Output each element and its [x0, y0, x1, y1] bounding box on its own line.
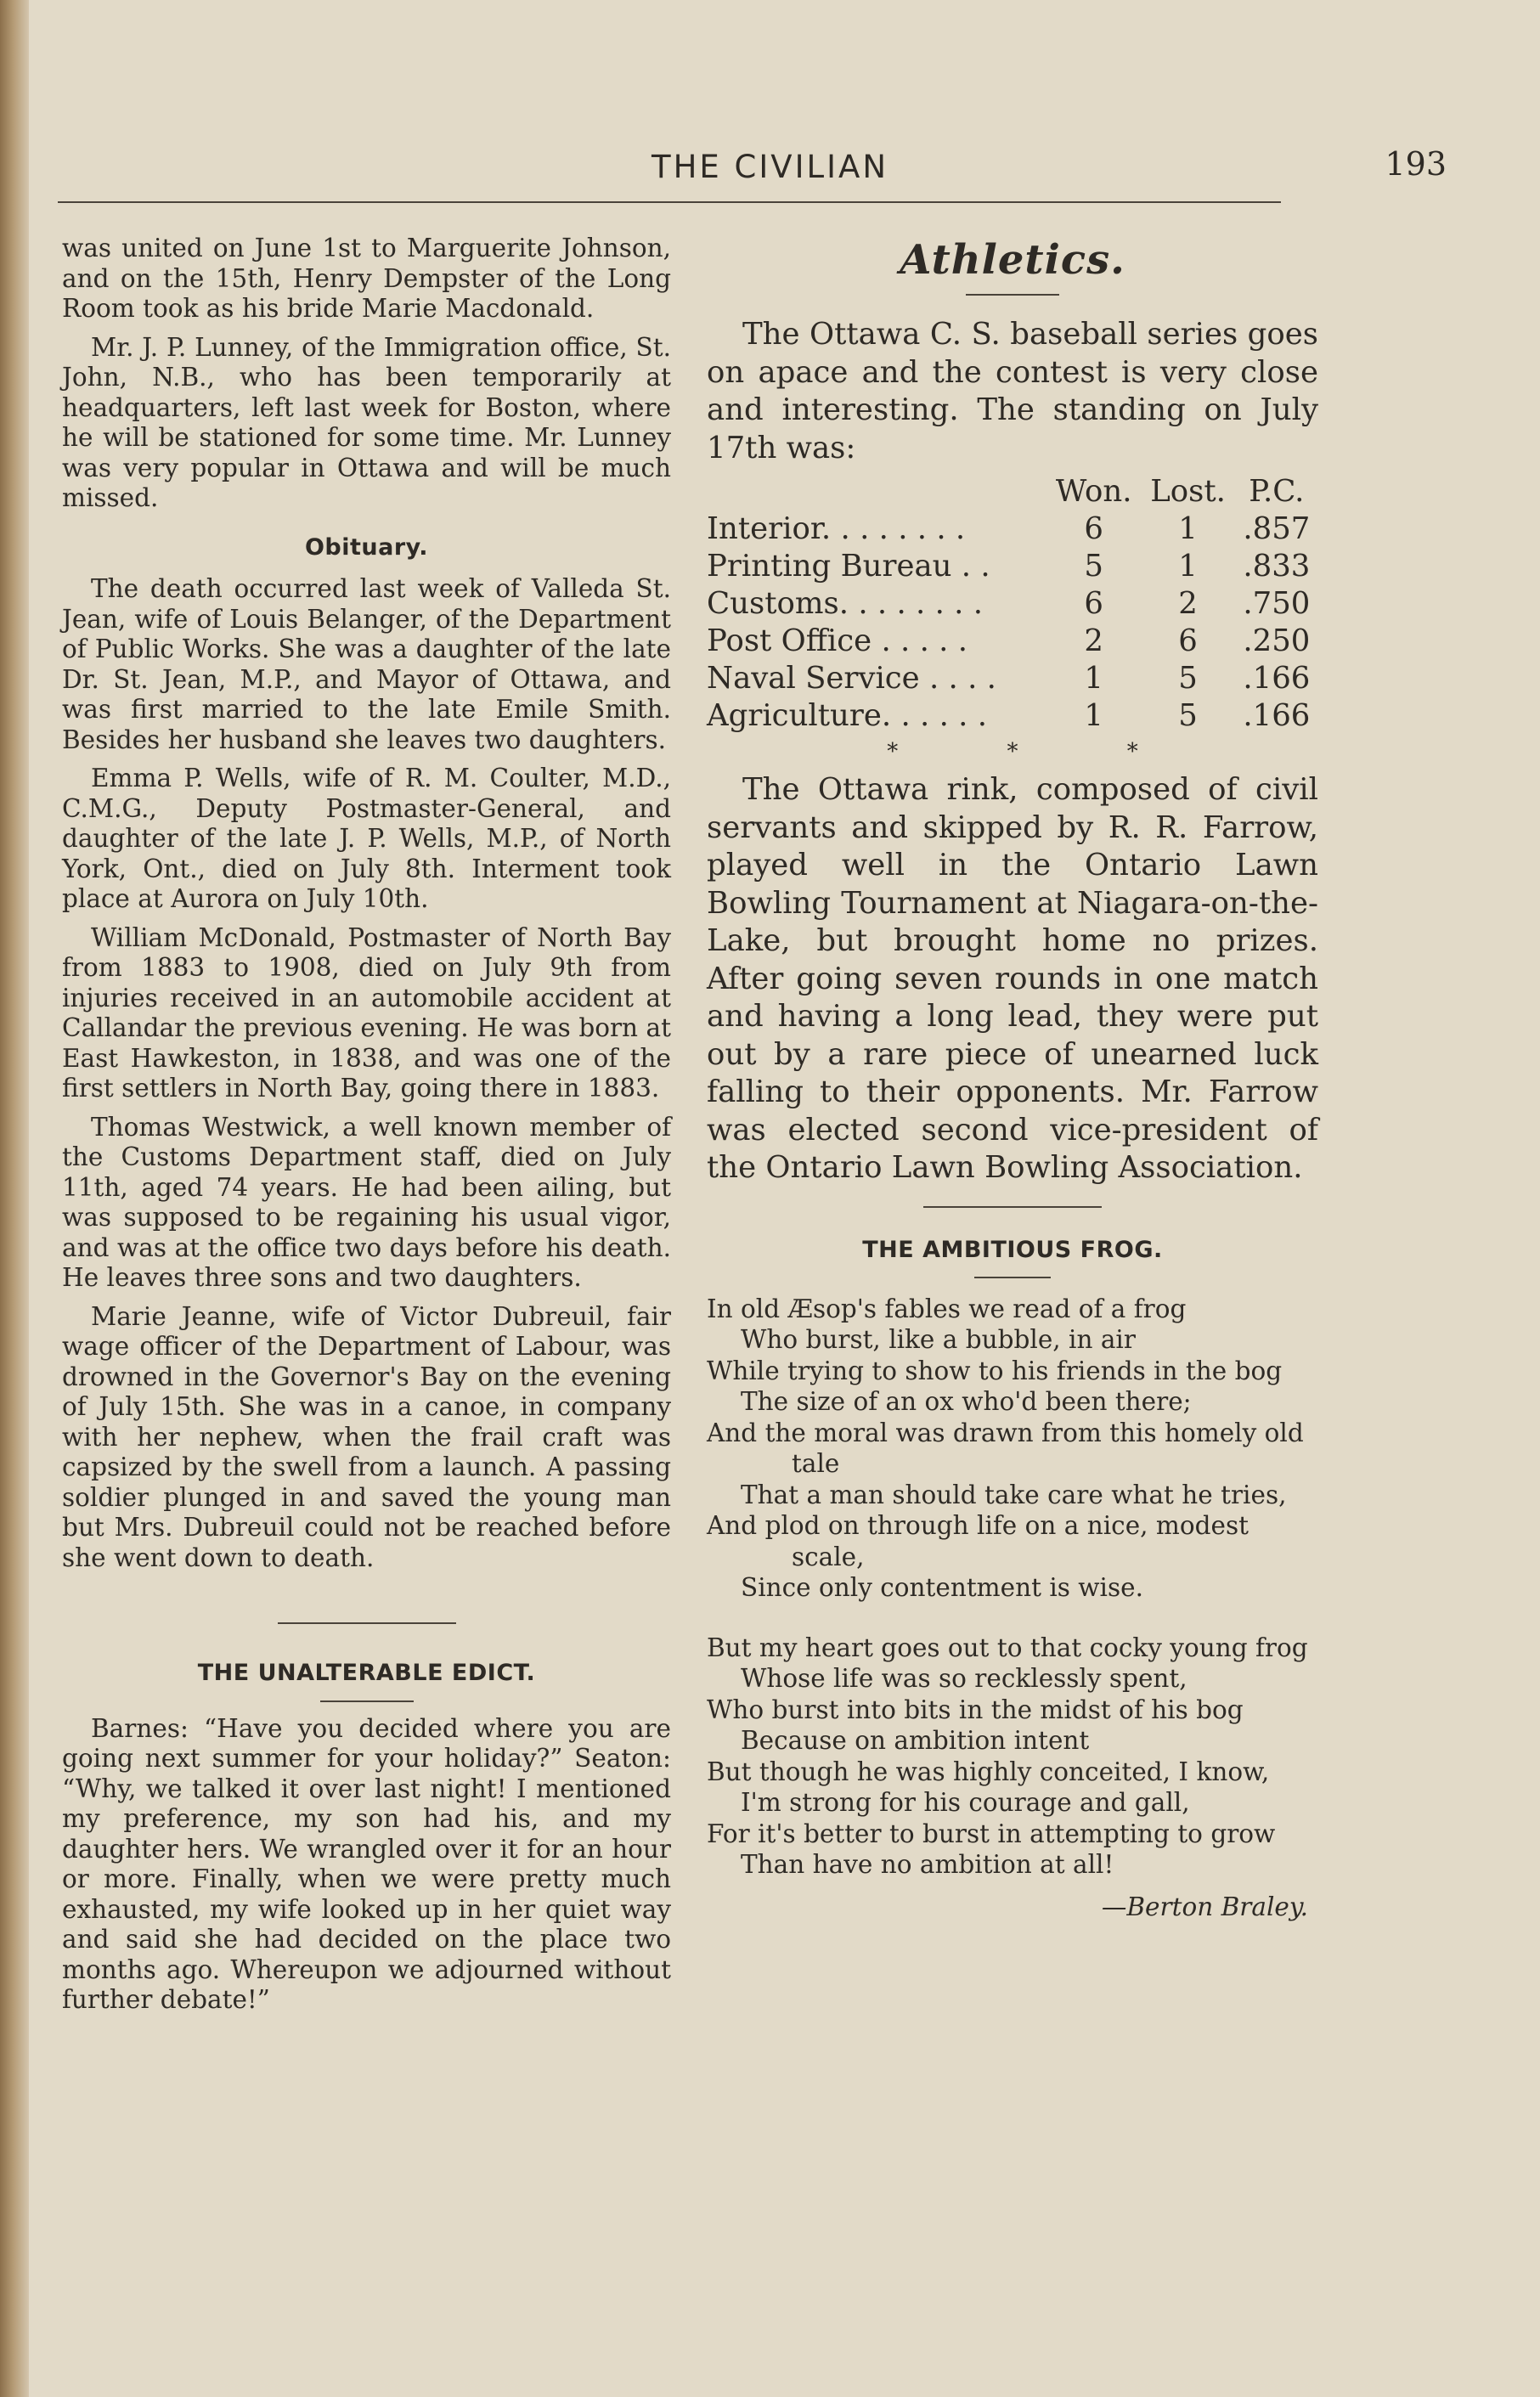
- obituary-item: William McDonald, Postmaster of North Bay from 1883 to 1908, died on July 9th from injuries received in an automobile accident at Callandar the previous evening. He was born at East Hawkeston, in 1838, and was one of the first settlers in North Bay, going there in 1883.: [62, 922, 671, 1103]
- paragraph-continued: was united on June 1st to Marguerite Johnson, and on the 15th, Henry Dempster of the Long Room took as his bride Marie Macdonald.: [62, 234, 671, 323]
- poem-line: Whose life was so recklessly spent,: [741, 1664, 1187, 1693]
- won-cell: 5: [1084, 548, 1103, 584]
- left-column: [62, 234, 671, 2016]
- baseball-standings-table: [707, 472, 1318, 734]
- baseball-intro: The Ottawa C. S. baseball series goes on apace and the contest is very close and interesting. The standing on July 17th was:: [707, 317, 1318, 465]
- poem-line: Because on ambition intent: [741, 1726, 1090, 1755]
- athletics-heading: Athletics.: [900, 236, 1125, 284]
- poem-line: In old Æsop's fables we read of a frog: [707, 1294, 1187, 1323]
- poem-line: While trying to show to his friends in the bog: [707, 1356, 1283, 1385]
- section-divider: [278, 1622, 456, 1624]
- section-separator-stars: * * *: [887, 739, 1189, 764]
- lost-cell: 6: [1178, 623, 1198, 658]
- obituary-item: Emma P. Wells, wife of R. M. Coulter, M.D., C.M.G., Deputy Postmaster-General, and daughter of the late J. P. Wells, M.P., of North York, Ont., died on July 8th. Interment took place at Aurora on July 10th.: [62, 764, 671, 913]
- edict-heading: THE UNALTERABLE EDICT.: [197, 1660, 536, 1686]
- table-row: [707, 622, 1318, 659]
- team-name: Customs. . . . . . . .: [707, 585, 984, 621]
- poem-line: And plod on through life on a nice, modest scale,: [707, 1511, 1249, 1571]
- obituary-heading: Obituary.: [304, 533, 429, 561]
- lost-cell: 1: [1178, 510, 1198, 546]
- team-name: Post Office . . . . .: [707, 623, 968, 658]
- team-name: Interior. . . . . . . .: [707, 510, 966, 546]
- team-name: Naval Service . . . .: [707, 660, 996, 696]
- poem-line: But though he was highly conceited, I know,: [707, 1757, 1270, 1786]
- bowling-paragraph: The Ottawa rink, composed of civil servants and skipped by R. R. Farrow, played well in the Ontario Lawn Bowling Tournament at Niagara-on-the-Lake, but brought home no prizes. After going seven rounds in one match and having a long lead, they were put out by a rare piece of unearned luck falling to their opponents. Mr. Farrow was elected second vice-president of the Ontario Lawn Bowling Association.: [707, 772, 1318, 1185]
- poem-byline: —Berton Braley.: [1101, 1892, 1308, 1921]
- heading-underline: [974, 1277, 1051, 1278]
- running-title: THE CIVILIAN: [651, 149, 889, 185]
- won-cell: 1: [1084, 697, 1103, 733]
- column-header-lost: Lost.: [1150, 473, 1226, 509]
- paragraph-lunney: Mr. J. P. Lunney, of the Immigration office, St. John, N.B., who has been temporarily at headquarters, left last week for Boston, where he will be stationed for some time. Mr. Lunney was very popular in Ottawa and will be much missed.: [62, 332, 671, 512]
- pc-cell: .833: [1243, 548, 1311, 584]
- poem-line: I'm strong for his courage and gall,: [741, 1788, 1190, 1817]
- poem-stanza-1: [707, 1294, 1318, 1604]
- poem-line: And the moral was drawn from this homely old tale: [707, 1418, 1304, 1478]
- page-header: [59, 145, 1481, 200]
- pc-cell: .166: [1243, 660, 1311, 696]
- heading-underline: [320, 1700, 414, 1702]
- poem-stanza-2: [707, 1633, 1318, 1881]
- won-cell: 1: [1084, 660, 1103, 696]
- header-rule: [58, 201, 1281, 203]
- poem-line: For it's better to burst in attempting to grow: [707, 1819, 1276, 1848]
- poem-line: Than have no ambition at all!: [741, 1850, 1114, 1879]
- poem-line: That a man should take care what he tries,: [741, 1480, 1287, 1509]
- pc-cell: .166: [1243, 697, 1311, 733]
- poem-line: The size of an ox who'd been there;: [741, 1387, 1192, 1416]
- page-number: 193: [1385, 145, 1447, 183]
- lost-cell: 5: [1178, 697, 1198, 733]
- won-cell: 6: [1084, 510, 1103, 546]
- table-row: [707, 659, 1318, 697]
- heading-underline: [966, 294, 1059, 296]
- book-spine-shadow: [0, 0, 29, 2397]
- pc-cell: .750: [1243, 585, 1311, 621]
- won-cell: 6: [1084, 585, 1103, 621]
- obituary-item: Thomas Westwick, a well known member of the Customs Department staff, died on July 11th, aged 74 years. He had been ailing, but was supposed to be regaining his usual vigor, and was at the office two days before his death. He leaves three sons and two daughters.: [62, 1112, 671, 1292]
- lost-cell: 1: [1178, 548, 1198, 584]
- column-header-team: [707, 472, 1046, 510]
- team-name: Printing Bureau . .: [707, 548, 990, 584]
- section-divider: [923, 1206, 1102, 1208]
- poem-line: But my heart goes out to that cocky young frog: [707, 1633, 1308, 1662]
- poem-line: Since only contentment is wise.: [741, 1573, 1143, 1602]
- column-header-won: Won.: [1055, 473, 1132, 509]
- right-column: [707, 229, 1318, 1921]
- table-row: [707, 547, 1318, 584]
- poem-line: Who burst into bits in the midst of his bog: [707, 1695, 1244, 1724]
- column-header-pc: P.C.: [1249, 473, 1305, 509]
- table-header-row: [707, 472, 1318, 510]
- table-row: [707, 510, 1318, 547]
- table-row: [707, 584, 1318, 622]
- obituary-item: The death occurred last week of Valleda St. Jean, wife of Louis Belanger, of the Department of Public Works. She was a daughter of the late Dr. St. Jean, M.P., and Mayor of Ottawa, and was first married to the late Emile Smith. Besides her husband she leaves two daughters.: [62, 574, 671, 754]
- won-cell: 2: [1084, 623, 1103, 658]
- pc-cell: .857: [1243, 510, 1311, 546]
- poem-line: Who burst, like a bubble, in air: [741, 1325, 1136, 1354]
- table-row: [707, 697, 1318, 734]
- team-name: Agriculture. . . . . .: [707, 697, 988, 733]
- lost-cell: 2: [1178, 585, 1198, 621]
- pc-cell: .250: [1243, 623, 1311, 658]
- lost-cell: 5: [1178, 660, 1198, 696]
- frog-heading: THE AMBITIOUS FROG.: [862, 1236, 1163, 1263]
- obituary-item: Marie Jeanne, wife of Victor Dubreuil, fair wage officer of the Department of Labour, was drowned in the Governor's Bay on the evening of July 15th. She was in a canoe, in company with her nephew, when the frail craft was capsized by the swell from a launch. A passing soldier plunged in and saved the young man but Mrs. Dubreuil could not be reached before she went down to death.: [62, 1301, 671, 1572]
- edict-text: Barnes: “Have you decided where you are going next summer for your holiday?” Seaton: “Why, we talked it over last night! I mentioned my preference, my son had his, and my daughter hers. We wrangled over it for an hour or more. Finally, when we were pretty much exhausted, my wife looked up in her quiet way and said she had decided on the place two months ago. Whereupon we adjourned without further debate!”: [62, 1713, 671, 2014]
